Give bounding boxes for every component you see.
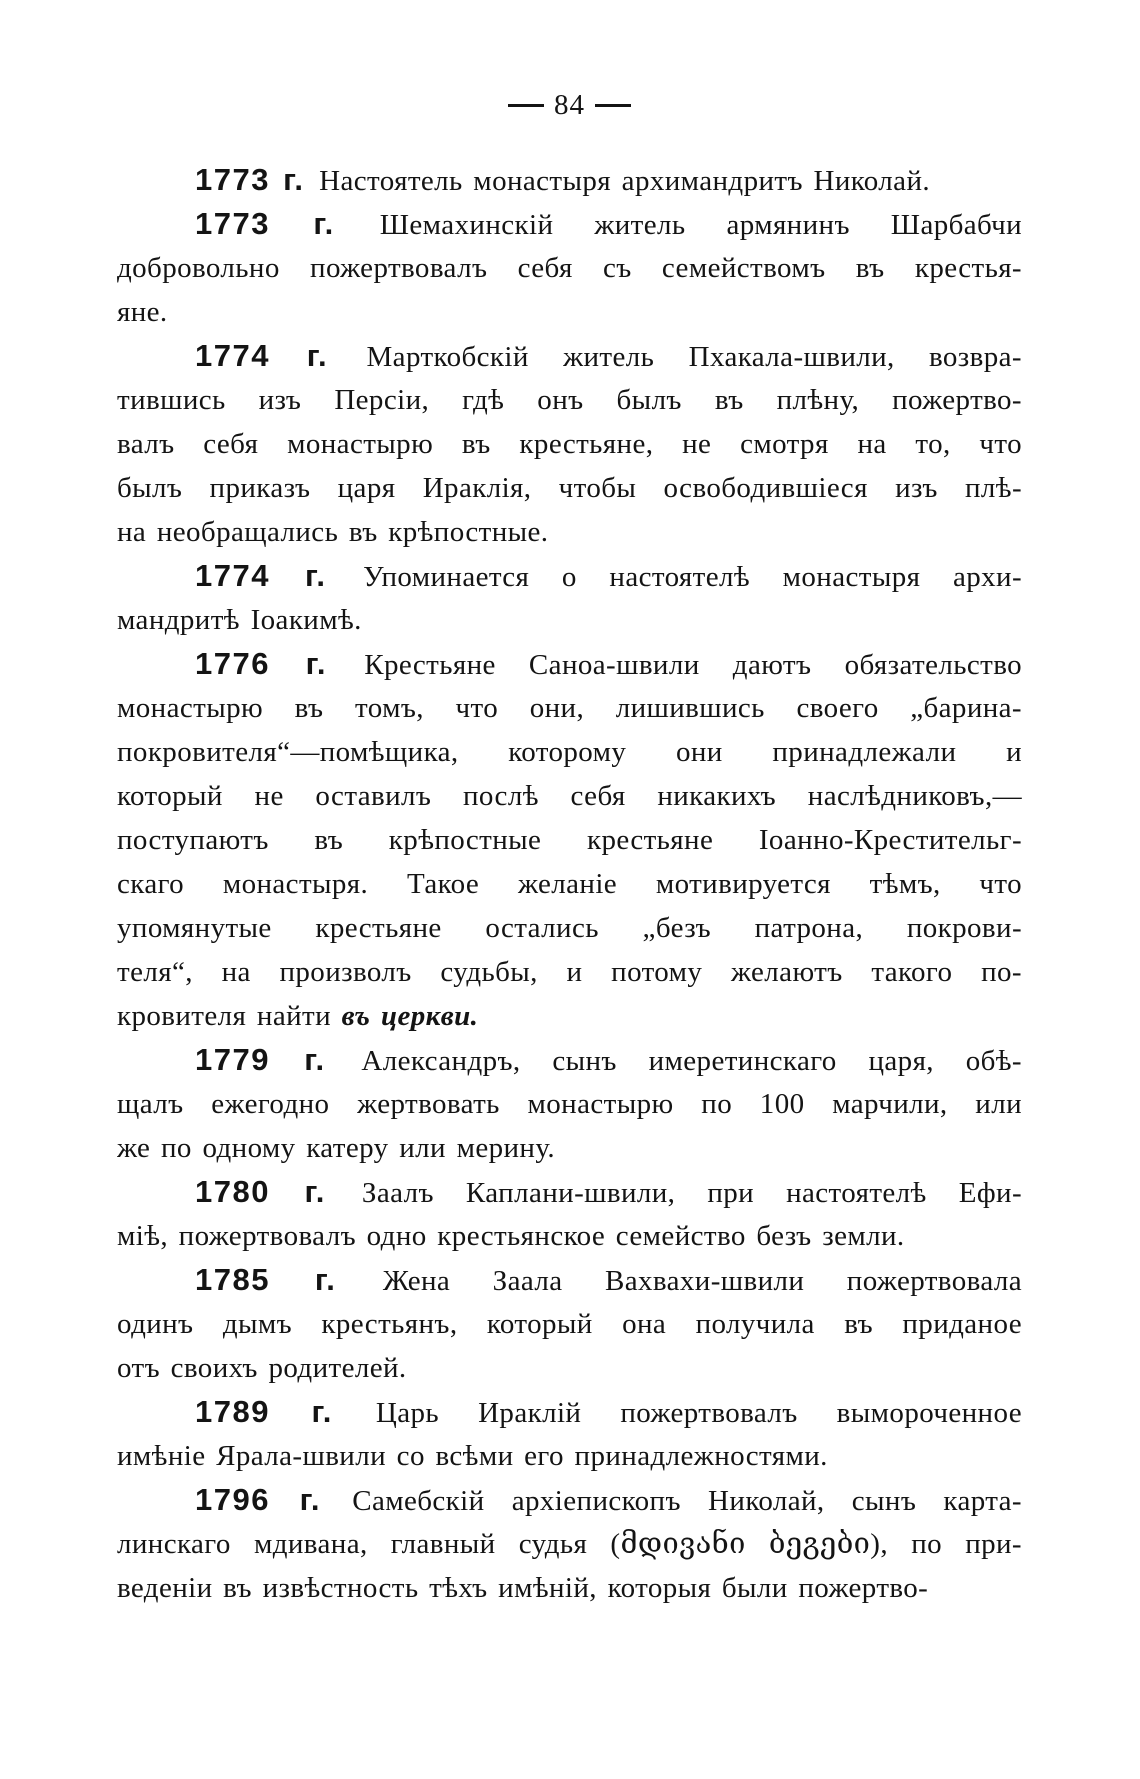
entry-line-text: Марткобскій житель Пхакала-швили, возвра- <box>366 341 1022 373</box>
entry-line <box>117 1082 1022 1126</box>
entry-line-text: Самебскій архіепископъ Николай, сынъ карта- <box>352 1485 1022 1517</box>
entry-line-text: Царь Ираклій пожертвовалъ вымороченное <box>375 1397 1022 1429</box>
entry-line <box>117 466 1022 510</box>
entry-line-text: Шемахинскій житель армянинъ Шарбабчи <box>379 209 1022 241</box>
entry-line <box>117 1126 1022 1170</box>
entry-line-text: добровольно пожертвовалъ себя съ семействомъ въ крестья- <box>117 252 1022 284</box>
entry-line <box>117 598 1022 642</box>
chronicle-entry <box>117 1170 1022 1258</box>
entry-line-text: былъ приказъ царя Ираклія, чтобы освободившіеся изъ плѣ- <box>117 472 1022 504</box>
entry-line <box>117 642 1022 686</box>
entry-line <box>117 1038 1022 1082</box>
entry-line <box>117 1258 1022 1302</box>
page-number-value: 84 <box>554 89 585 121</box>
entry-line-text: линскаго мдивана, главный судья (მდივანი ბეგები), по при- <box>117 1528 1022 1560</box>
entry-line <box>117 1522 1022 1566</box>
entry-year: 1789 г. <box>195 1394 333 1429</box>
entry-line <box>117 422 1022 466</box>
entry-year: 1796 г. <box>195 1482 322 1517</box>
entry-line-text: Жена Заала Вахвахи-швили пожертвовала <box>382 1265 1022 1297</box>
entry-line-text: валъ себя монастырю въ крестьяне, не смотря на то, что <box>117 428 1022 460</box>
entry-line-text: веденіи въ извѣстность тѣхъ имѣній, которыя были пожертво- <box>117 1572 929 1604</box>
entry-year: 1780 г. <box>195 1174 326 1209</box>
chronicle-entry <box>117 1390 1022 1478</box>
entry-line-text: мандритѣ Іоакимѣ. <box>117 604 362 636</box>
entry-year: 1773 г. <box>195 206 335 241</box>
entry-line-text: Упоминается о настоятелѣ монастыря архи- <box>363 561 1022 593</box>
entry-line-text: который не оставилъ послѣ себя никакихъ наслѣдниковъ,— <box>117 780 1022 812</box>
entry-line <box>117 686 1022 730</box>
entry-line-text: упомянутые крестьяне остались „безъ патрона, покрови- <box>117 912 1022 944</box>
entry-line <box>117 1390 1022 1434</box>
entry-line-text: Настоятель монастыря архимандритъ Николай. <box>319 165 931 197</box>
entry-line-text: тившись изъ Персіи, гдѣ онъ былъ въ плѣну, пожертво- <box>117 384 1022 416</box>
entry-line-text: яне. <box>117 296 168 328</box>
entry-line <box>117 1302 1022 1346</box>
entry-year: 1776 г. <box>195 646 328 681</box>
entry-year: 1779 г. <box>195 1042 326 1077</box>
entry-line-text: кровителя найти <box>117 1000 332 1032</box>
chronicle-entry <box>117 334 1022 554</box>
entry-line <box>117 554 1022 598</box>
entry-line <box>117 1214 1022 1258</box>
entry-line-text: щалъ ежегодно жертвовать монастырю по 100 марчили, или <box>117 1088 1022 1120</box>
entry-line <box>117 1434 1022 1478</box>
entry-line-text: Александръ, сынъ имеретинскаго царя, обѣ- <box>361 1045 1022 1077</box>
entry-line <box>117 730 1022 774</box>
chronicle-entry <box>117 1258 1022 1390</box>
page-number-dash-left <box>508 104 544 107</box>
entry-line-text: монастырю въ томъ, что они, лишившись своего „барина- <box>117 692 1022 724</box>
chronicle-entry <box>117 202 1022 334</box>
chronicle-text <box>117 158 1022 1610</box>
entry-line <box>117 202 1022 246</box>
entry-year: 1773 г. <box>195 162 305 197</box>
entry-line <box>117 950 1022 994</box>
chronicle-entry <box>117 1038 1022 1170</box>
entry-line <box>117 334 1022 378</box>
entry-line-text: Крестьяне Саноа-швили даютъ обязательство <box>364 649 1022 681</box>
chronicle-entry <box>117 158 1022 202</box>
entry-line-text: имѣніе Ярала-швили со всѣми его принадлежностями. <box>117 1440 828 1472</box>
entry-year: 1774 г. <box>195 558 327 593</box>
entry-line-text: поступаютъ въ крѣпостные крестьяне Іоанно-Крестительг- <box>117 824 1022 856</box>
entry-line <box>117 246 1022 290</box>
page-number <box>117 88 1022 122</box>
entry-line <box>117 1566 1022 1610</box>
chronicle-entry <box>117 1478 1022 1610</box>
entry-line-text: теля“, на произволъ судьбы, и потому желаютъ такого по- <box>117 956 1022 988</box>
entry-line <box>117 1170 1022 1214</box>
entry-line-text: одинъ дымъ крестьянъ, который она получила въ приданое <box>117 1308 1022 1340</box>
entry-line-text: міѣ, пожертвовалъ одно крестьянское семейство безъ земли. <box>117 1220 905 1252</box>
entry-line <box>117 158 1022 202</box>
page-number-dash-right <box>595 104 631 107</box>
entry-line <box>117 774 1022 818</box>
entry-line-text: отъ своихъ родителей. <box>117 1352 407 1384</box>
entry-line <box>117 378 1022 422</box>
entry-line <box>117 510 1022 554</box>
entry-year: 1785 г. <box>195 1262 337 1297</box>
entry-italic-text: въ церкви. <box>341 1000 479 1032</box>
entry-line-text: же по одному катеру или мерину. <box>117 1132 555 1164</box>
entry-line <box>117 818 1022 862</box>
entry-line-text: покровителя“—помѣщика, которому они принадлежали и <box>117 736 1022 768</box>
chronicle-entry <box>117 554 1022 642</box>
entry-line-text: скаго монастыря. Такое желаніе мотивируется тѣмъ, что <box>117 868 1022 900</box>
entry-line <box>117 1478 1022 1522</box>
entry-line-text: на необращались въ крѣпостные. <box>117 516 549 548</box>
entry-line <box>117 290 1022 334</box>
chronicle-entry <box>117 642 1022 1038</box>
entry-year: 1774 г. <box>195 338 329 373</box>
entry-line <box>117 994 1022 1038</box>
entry-line <box>117 862 1022 906</box>
entry-line <box>117 1346 1022 1390</box>
entry-line-text: Заалъ Каплани-швили, при настоятелѣ Ефи- <box>361 1177 1022 1209</box>
entry-line <box>117 906 1022 950</box>
